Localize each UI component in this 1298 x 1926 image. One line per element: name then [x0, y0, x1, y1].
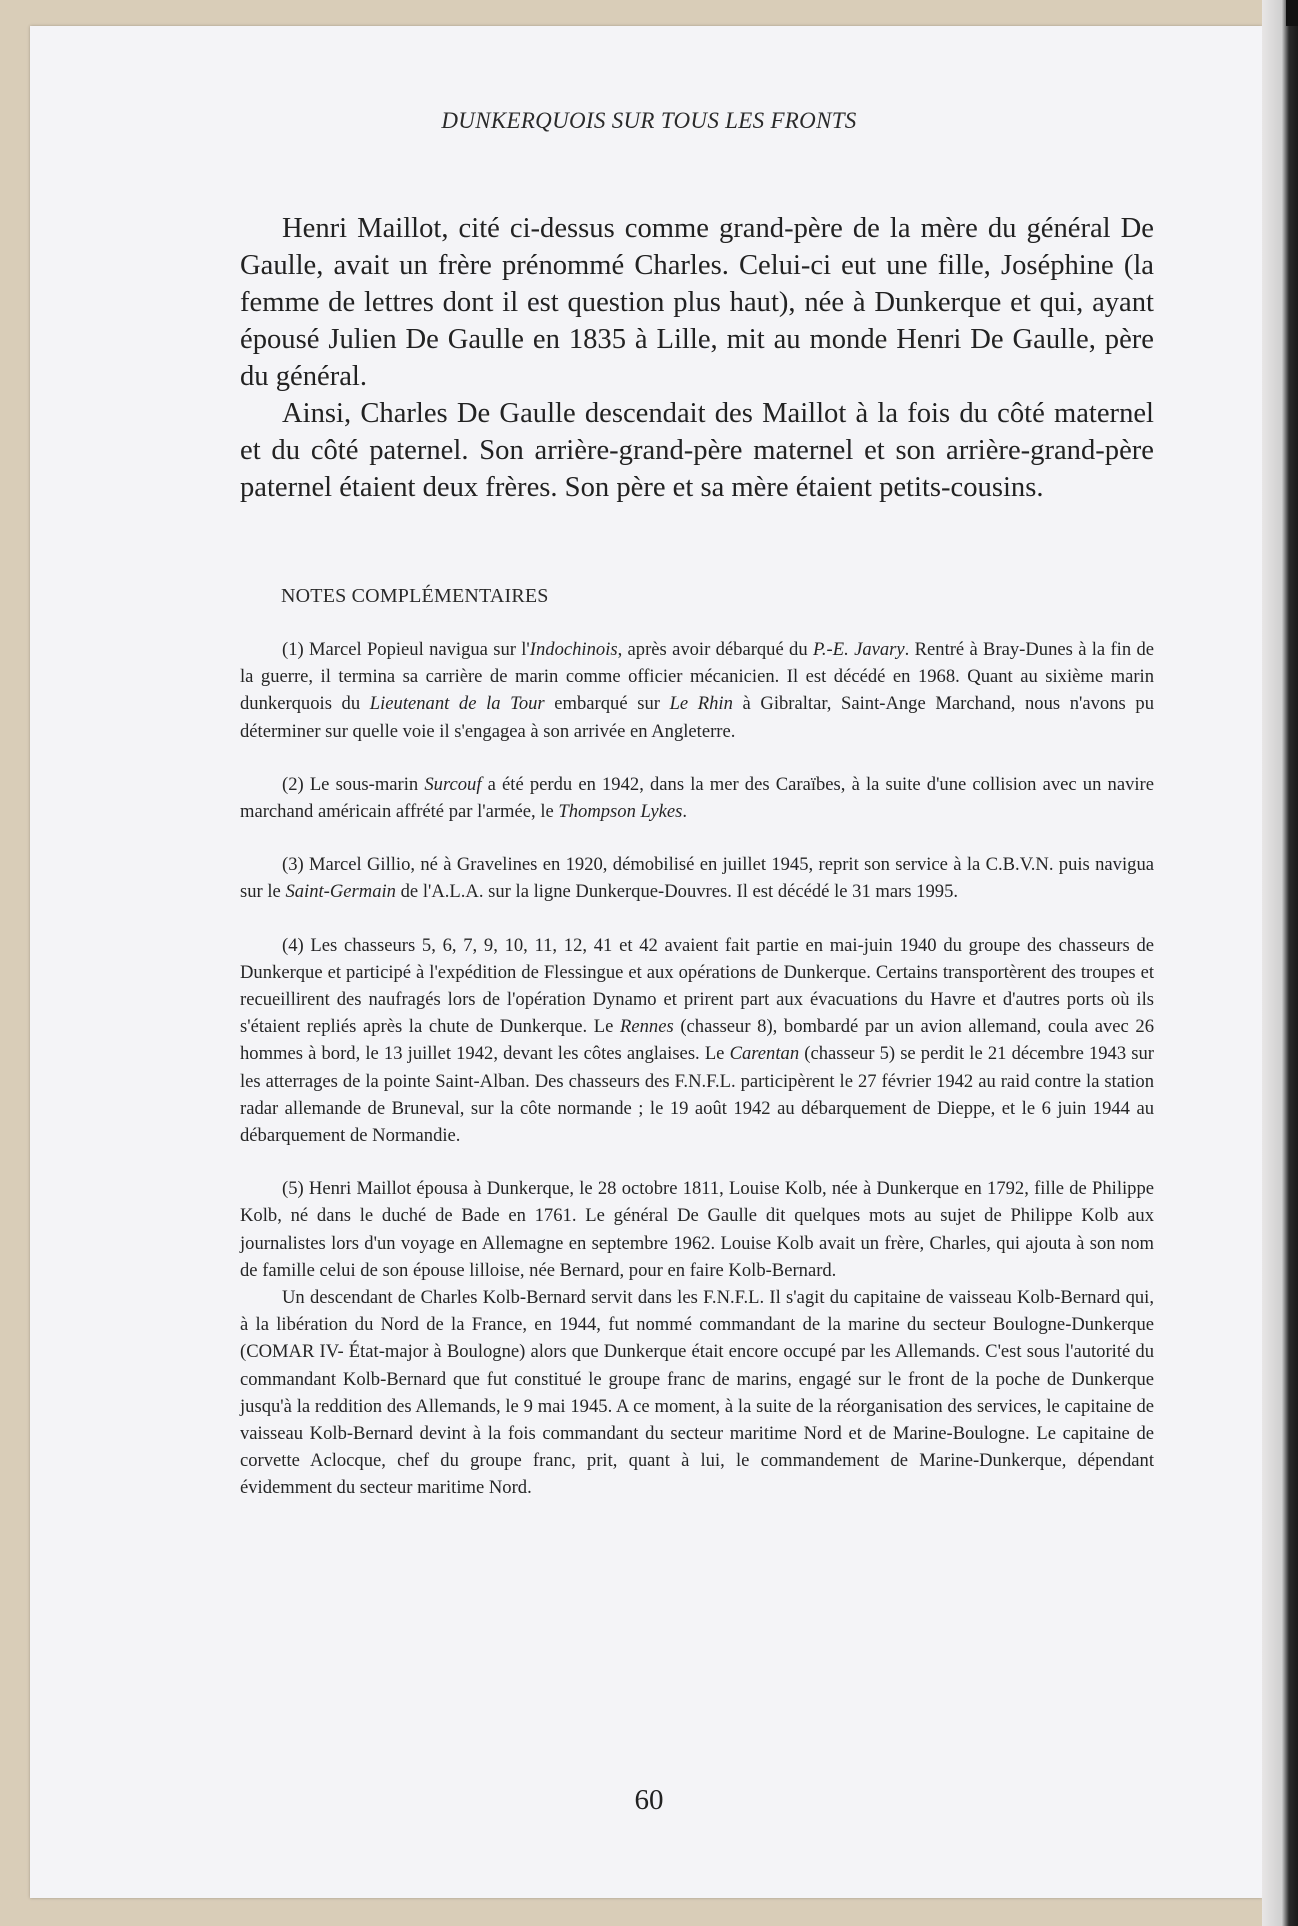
running-head: DUNKERQUOIS SUR TOUS LES FRONTS: [441, 108, 857, 133]
main-paragraph-2: Ainsi, Charles De Gaulle descendait des Maillot à la fois du côté maternel et du côté paternel. Son arrière-grand-père maternel et son arrière-grand-père paternel étaient deux frères. Son père et sa mère étaient petits-cousins.: [240, 398, 1154, 503]
note-3: (3) Marcel Gillio, né à Gravelines en 1920, démobilisé en juillet 1945, reprit son service à la C.B.V.N. puis navigua sur le Saint-Germain de l'A.L.A. sur la ligne Dunkerque-Douvres. Il est décédé le 31 mars 1995.: [240, 854, 1154, 903]
note-2: (2) Le sous-marin Surcouf a été perdu en 1942, dans la mer des Caraïbes, à la suite d'une collision avec un navire marchand américain affrété par l'armée, le Thompson Lykes.: [240, 773, 1154, 823]
page-number: 60: [634, 1784, 664, 1816]
main-text: [240, 210, 1154, 506]
note-1: (1) Marcel Popieul navigua sur l'Indochinois, après avoir débarqué du P.-E. Javary. Rentré à Bray-Dunes à la fin de la guerre, il termina sa carrière de marin comme officier mécanicien. Il est décédé en 1968. Quant au sixième marin dunkerquois du Lieutenant de la Tour embarqué sur Le Rhin à Gibraltar, Saint-Ange Marchand, nous n'avons pu déterminer sur quelle voie il s'engagea à son arrivée en Angleterre.: [240, 639, 1154, 742]
note-4: (4) Les chasseurs 5, 6, 7, 9, 10, 11, 12, 41 et 42 avaient fait partie en mai-juin 1940 du groupe des chasseurs de Dunkerque et participé à l'expédition de Flessingue et aux opérations de Dunkerque. Certains transportèrent des troupes et recueillirent des naufragés lors de l'opération Dynamo et prirent part aux évacuations du Havre et d'autres ports où ils s'étaient repliés après la chute de Dunkerque. Le Rennes (chasseur 8), bombardé par un avion allemand, coula avec 26 hommes à bord, le 13 juillet 1942, devant les côtes anglaises. Le Carentan (chasseur 5) se perdit le 21 décembre 1943 sur les atterrages de la pointe Saint-Alban. Des chasseurs des F.N.F.L. participèrent le 27 février 1942 au raid contre la station radar allemande de Bruneval, sur la côte normande ; le 19 août 1942 au débarquement de Dieppe, et le 6 juin 1944 au débarquement de Normandie.: [240, 934, 1154, 1147]
page-edge-binding: [1262, 0, 1298, 1926]
notes-title: NOTES COMPLÉMENTAIRES: [281, 585, 549, 607]
notes-section: [240, 636, 1154, 1502]
note-5-continued: Un descendant de Charles Kolb-Bernard servit dans les F.N.F.L. Il s'agit du capitaine de vaisseau Kolb-Bernard qui, à la libération du Nord de la France, en 1944, fut nommé commandant de la marine du secteur Boulogne-Dunkerque (COMAR IV- État-major à Boulogne) alors que Dunkerque était encore occupé par les Allemands. C'est sous l'autorité du commandant Kolb-Bernard que fut constitué le groupe franc de marins, engagé sur le front de la poche de Dunkerque jusqu'à la reddition des Allemands, le 9 mai 1945. A ce moment, à la suite de la réorganisation des services, le capitaine de vaisseau Kolb-Bernard devint à la fois commandant du secteur maritime Nord et de Marine-Boulogne. Le capitaine de corvette Aclocque, chef du groupe franc, prit, quant à lui, le commandement de Marine-Dunkerque, dépendant évidemment du secteur maritime Nord.: [240, 1287, 1154, 1499]
page-edge-corner: [1286, 0, 1298, 26]
main-paragraph-1: Henri Maillot, cité ci-dessus comme grand-père de la mère du général De Gaulle, avait un frère prénommé Charles. Celui-ci eut une fille, Joséphine (la femme de lettres dont il est question plus haut), née à Dunkerque et qui, ayant épousé Julien De Gaulle en 1835 à Lille, mit au monde Henri De Gaulle, père du général.: [240, 213, 1154, 392]
note-5: (5) Henri Maillot épousa à Dunkerque, le 28 octobre 1811, Louise Kolb, née à Dunkerque en 1792, fille de Philippe Kolb, né dans le duché de Bade en 1761. Le général De Gaulle dit quelques mots au sujet de Philippe Kolb aux journalistes lors d'un voyage en Allemagne en septembre 1962. Louise Kolb avait un frère, Charles, qui ajouta à son nom de famille celui de son épouse lilloise, née Bernard, pour en faire Kolb-Bernard.: [240, 1178, 1154, 1281]
